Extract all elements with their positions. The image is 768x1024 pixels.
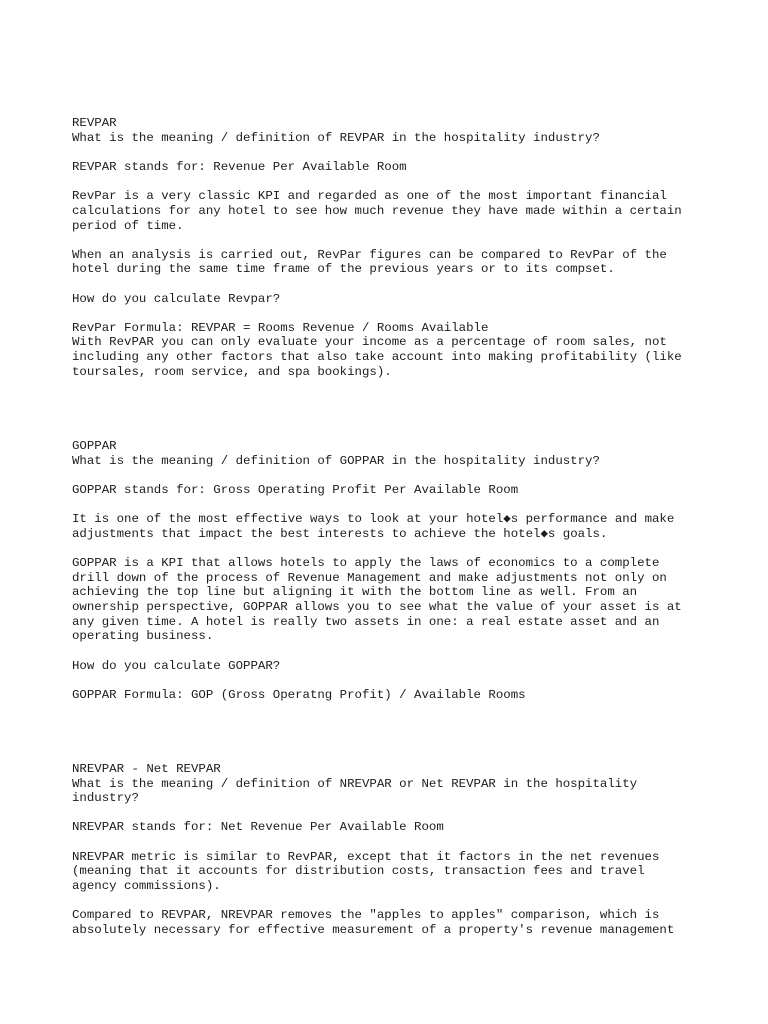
stands-for-line: NREVPAR stands for: Net Revenue Per Available Room xyxy=(72,820,444,834)
paragraph-line: Compared to REVPAR, NREVPAR removes the "apples to apples" comparison, which is xyxy=(72,908,660,922)
paragraph-line: ownership perspective, GOPPAR allows you to see what the value of your asset is at xyxy=(72,600,682,614)
section-heading: GOPPAR xyxy=(72,439,117,453)
paragraph-line: achieving the top line but aligning it with the bottom line as well. From an xyxy=(72,585,638,599)
paragraph-line: drill down of the process of Revenue Management and make adjustments not only on xyxy=(72,571,667,585)
paragraph-line: agency commissions). xyxy=(72,879,221,893)
formula-line: GOPPAR Formula: GOP (Gross Operatng Profit) / Available Rooms xyxy=(72,688,526,702)
paragraph-line: including any other factors that also take account into making profitability (like xyxy=(72,350,682,364)
paragraph-line: With RevPAR you can only evaluate your income as a percentage of room sales, not xyxy=(72,335,667,349)
section-heading: NREVPAR - Net REVPAR xyxy=(72,762,221,776)
paragraph-line: adjustments that impact the best interests to achieve the hotel◆s goals. xyxy=(72,527,608,541)
paragraph-line: When an analysis is carried out, RevPar figures can be compared to RevPar of the xyxy=(72,248,667,262)
paragraph-line: RevPar is a very classic KPI and regarded as one of the most important financial xyxy=(72,189,667,203)
calc-question: How do you calculate Revpar? xyxy=(72,292,281,306)
paragraph-line: GOPPAR is a KPI that allows hotels to apply the laws of economics to a complete xyxy=(72,556,660,570)
paragraph-line: It is one of the most effective ways to look at your hotel◆s performance and make xyxy=(72,512,675,526)
formula-line: RevPar Formula: REVPAR = Rooms Revenue / Rooms Available xyxy=(72,321,489,335)
section-heading: REVPAR xyxy=(72,116,117,130)
paragraph-line: (meaning that it accounts for distribution costs, transaction fees and travel xyxy=(72,864,645,878)
section-question: What is the meaning / definition of GOPPAR in the hospitality industry? xyxy=(72,454,600,468)
paragraph-line: period of time. xyxy=(72,219,184,233)
paragraph-line: operating business. xyxy=(72,629,214,643)
paragraph-line: any given time. A hotel is really two assets in one: a real estate asset and an xyxy=(72,615,660,629)
calc-question: How do you calculate GOPPAR? xyxy=(72,659,281,673)
paragraph-line: toursales, room service, and spa bookings). xyxy=(72,365,392,379)
section-question: What is the meaning / definition of REVPAR in the hospitality industry? xyxy=(72,131,600,145)
paragraph-line: hotel during the same time frame of the previous years or to its compset. xyxy=(72,262,615,276)
paragraph-line: NREVPAR metric is similar to RevPAR, except that it factors in the net revenues xyxy=(72,850,660,864)
section-question: industry? xyxy=(72,791,139,805)
stands-for-line: GOPPAR stands for: Gross Operating Profit Per Available Room xyxy=(72,483,519,497)
section-question: What is the meaning / definition of NREVPAR or Net REVPAR in the hospitality xyxy=(72,777,638,791)
stands-for-line: REVPAR stands for: Revenue Per Available Room xyxy=(72,160,407,174)
paragraph-line: calculations for any hotel to see how much revenue they have made within a certain xyxy=(72,204,682,218)
paragraph-line: absolutely necessary for effective measurement of a property's revenue management xyxy=(72,923,675,937)
